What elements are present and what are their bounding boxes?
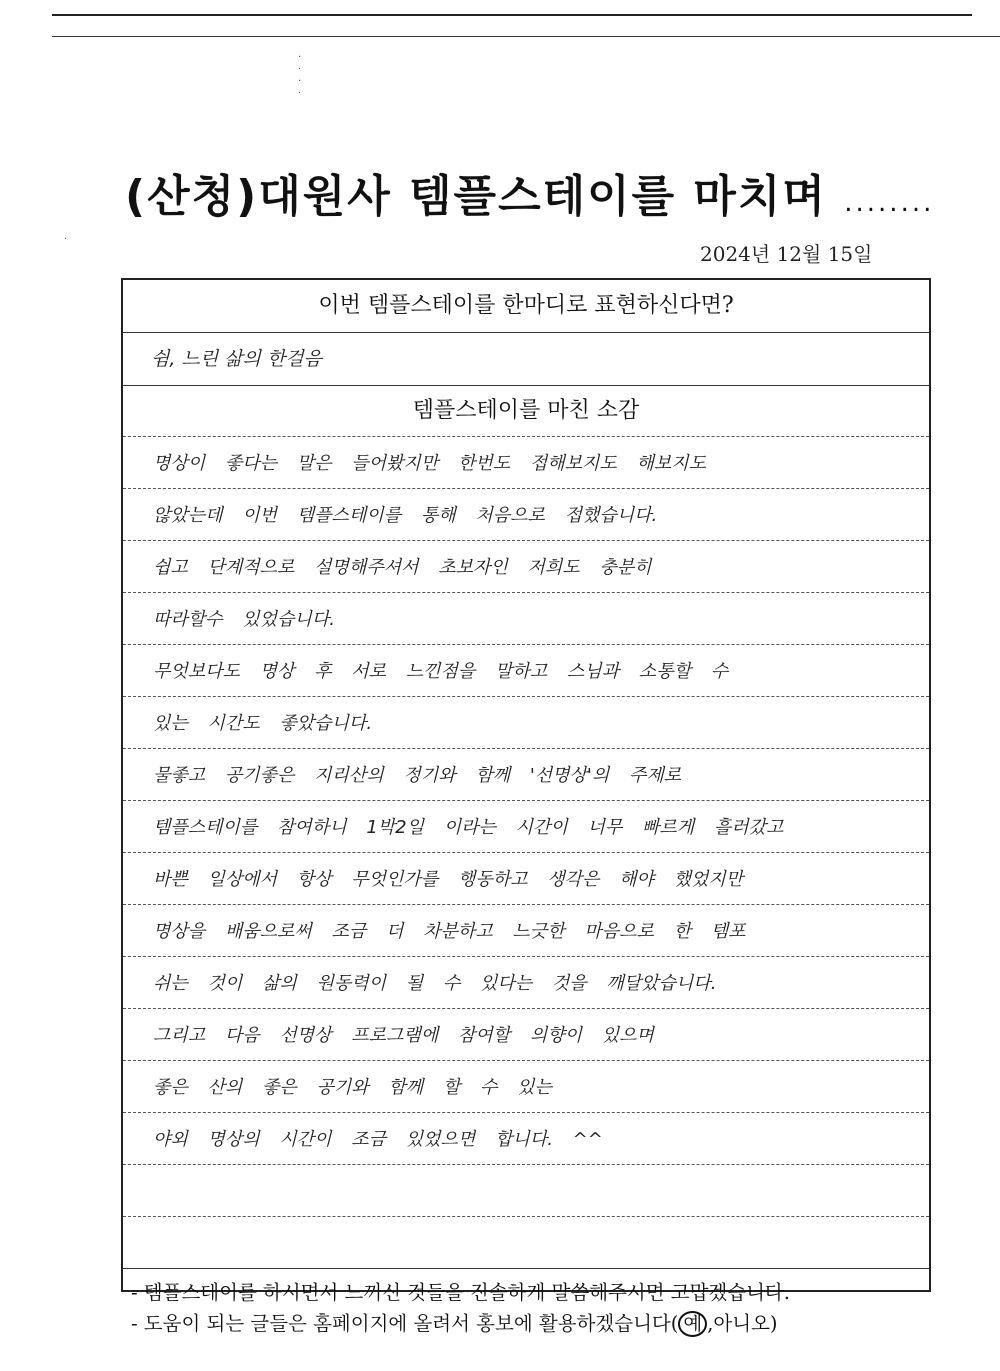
impression-line: 있는 시간도 좋았습니다. [123, 697, 929, 749]
impression-line [123, 1165, 929, 1217]
impression-lines [123, 437, 929, 1269]
impression-line: 좋은 산의 좋은 공기와 함께 할 수 있는 [123, 1061, 929, 1113]
note-honest-feedback: - 템플스테이를 하시면서 느끼신 것들을 진솔하게 말씀해주시면 고맙겠습니다. [131, 1281, 790, 1304]
impression-line: 그리고 다음 선명상 프로그램에 참여할 의향이 있으며 [123, 1009, 929, 1061]
date-handwritten: 2024년 12월 15일 [700, 242, 873, 266]
impression-line [123, 1217, 929, 1269]
scan-speck: · [64, 234, 68, 245]
impression-line: 명상이 좋다는 말은 들어봤지만 한번도 접해보지도 해보지도 [123, 437, 929, 489]
title-text: (산청)대원사 템플스테이를 마치며 [125, 171, 827, 222]
impression-line: 물좋고 공기좋은 지리산의 정기와 함께 '선명상'의 주제로 [123, 749, 929, 801]
form-notes [123, 1269, 929, 1339]
impressions-heading: 템플스테이를 마친 소감 [123, 386, 929, 437]
impression-line: 바쁜 일상에서 항상 무엇인가를 행동하고 생각은 해야 했었지만 [123, 853, 929, 905]
impression-line: 야외 명상의 시간이 조금 있었으면 합니다. ^^ [123, 1113, 929, 1165]
note-homepage-consent [131, 1308, 929, 1339]
page-title [125, 160, 965, 224]
impression-line: 따라할수 있었습니다. [123, 593, 929, 645]
question-answer: 쉼, 느린 삶의 한걸음 [123, 333, 929, 386]
top-border-line-2 [52, 36, 1000, 37]
scan-specks: · · · · [298, 52, 302, 99]
consent-no: ,아니오) [707, 1312, 778, 1335]
impression-line: 템플스테이를 참여하니 1박2일 이라는 시간이 너무 빠르게 흘러갔고 [123, 801, 929, 853]
impression-line: 않았는데 이번 템플스테이를 통해 처음으로 접했습니다. [123, 489, 929, 541]
impression-line: 쉽고 단계적으로 설명해주셔서 초보자인 저희도 충분히 [123, 541, 929, 593]
feedback-form [121, 278, 931, 1335]
impression-line: 쉬는 것이 삶의 원동력이 될 수 있다는 것을 깨달았습니다. [123, 957, 929, 1009]
impression-line: 명상을 배움으로써 조금 더 차분하고 느긋한 마음으로 한 템포 [123, 905, 929, 957]
consent-paren: ( [670, 1312, 679, 1335]
question-heading: 이번 템플스테이를 한마디로 표현하신다면? [123, 280, 929, 333]
consent-text: - 도움이 되는 글들은 홈페이지에 올려서 홍보에 활용하겠습니다 [131, 1312, 671, 1335]
impression-line: 무엇보다도 명상 후 서로 느낀점을 말하고 스님과 소통할 수 [123, 645, 929, 697]
title-dots: ........ [844, 188, 935, 218]
top-border-line [52, 14, 972, 16]
consent-yes-circled: 예 [678, 1311, 707, 1337]
